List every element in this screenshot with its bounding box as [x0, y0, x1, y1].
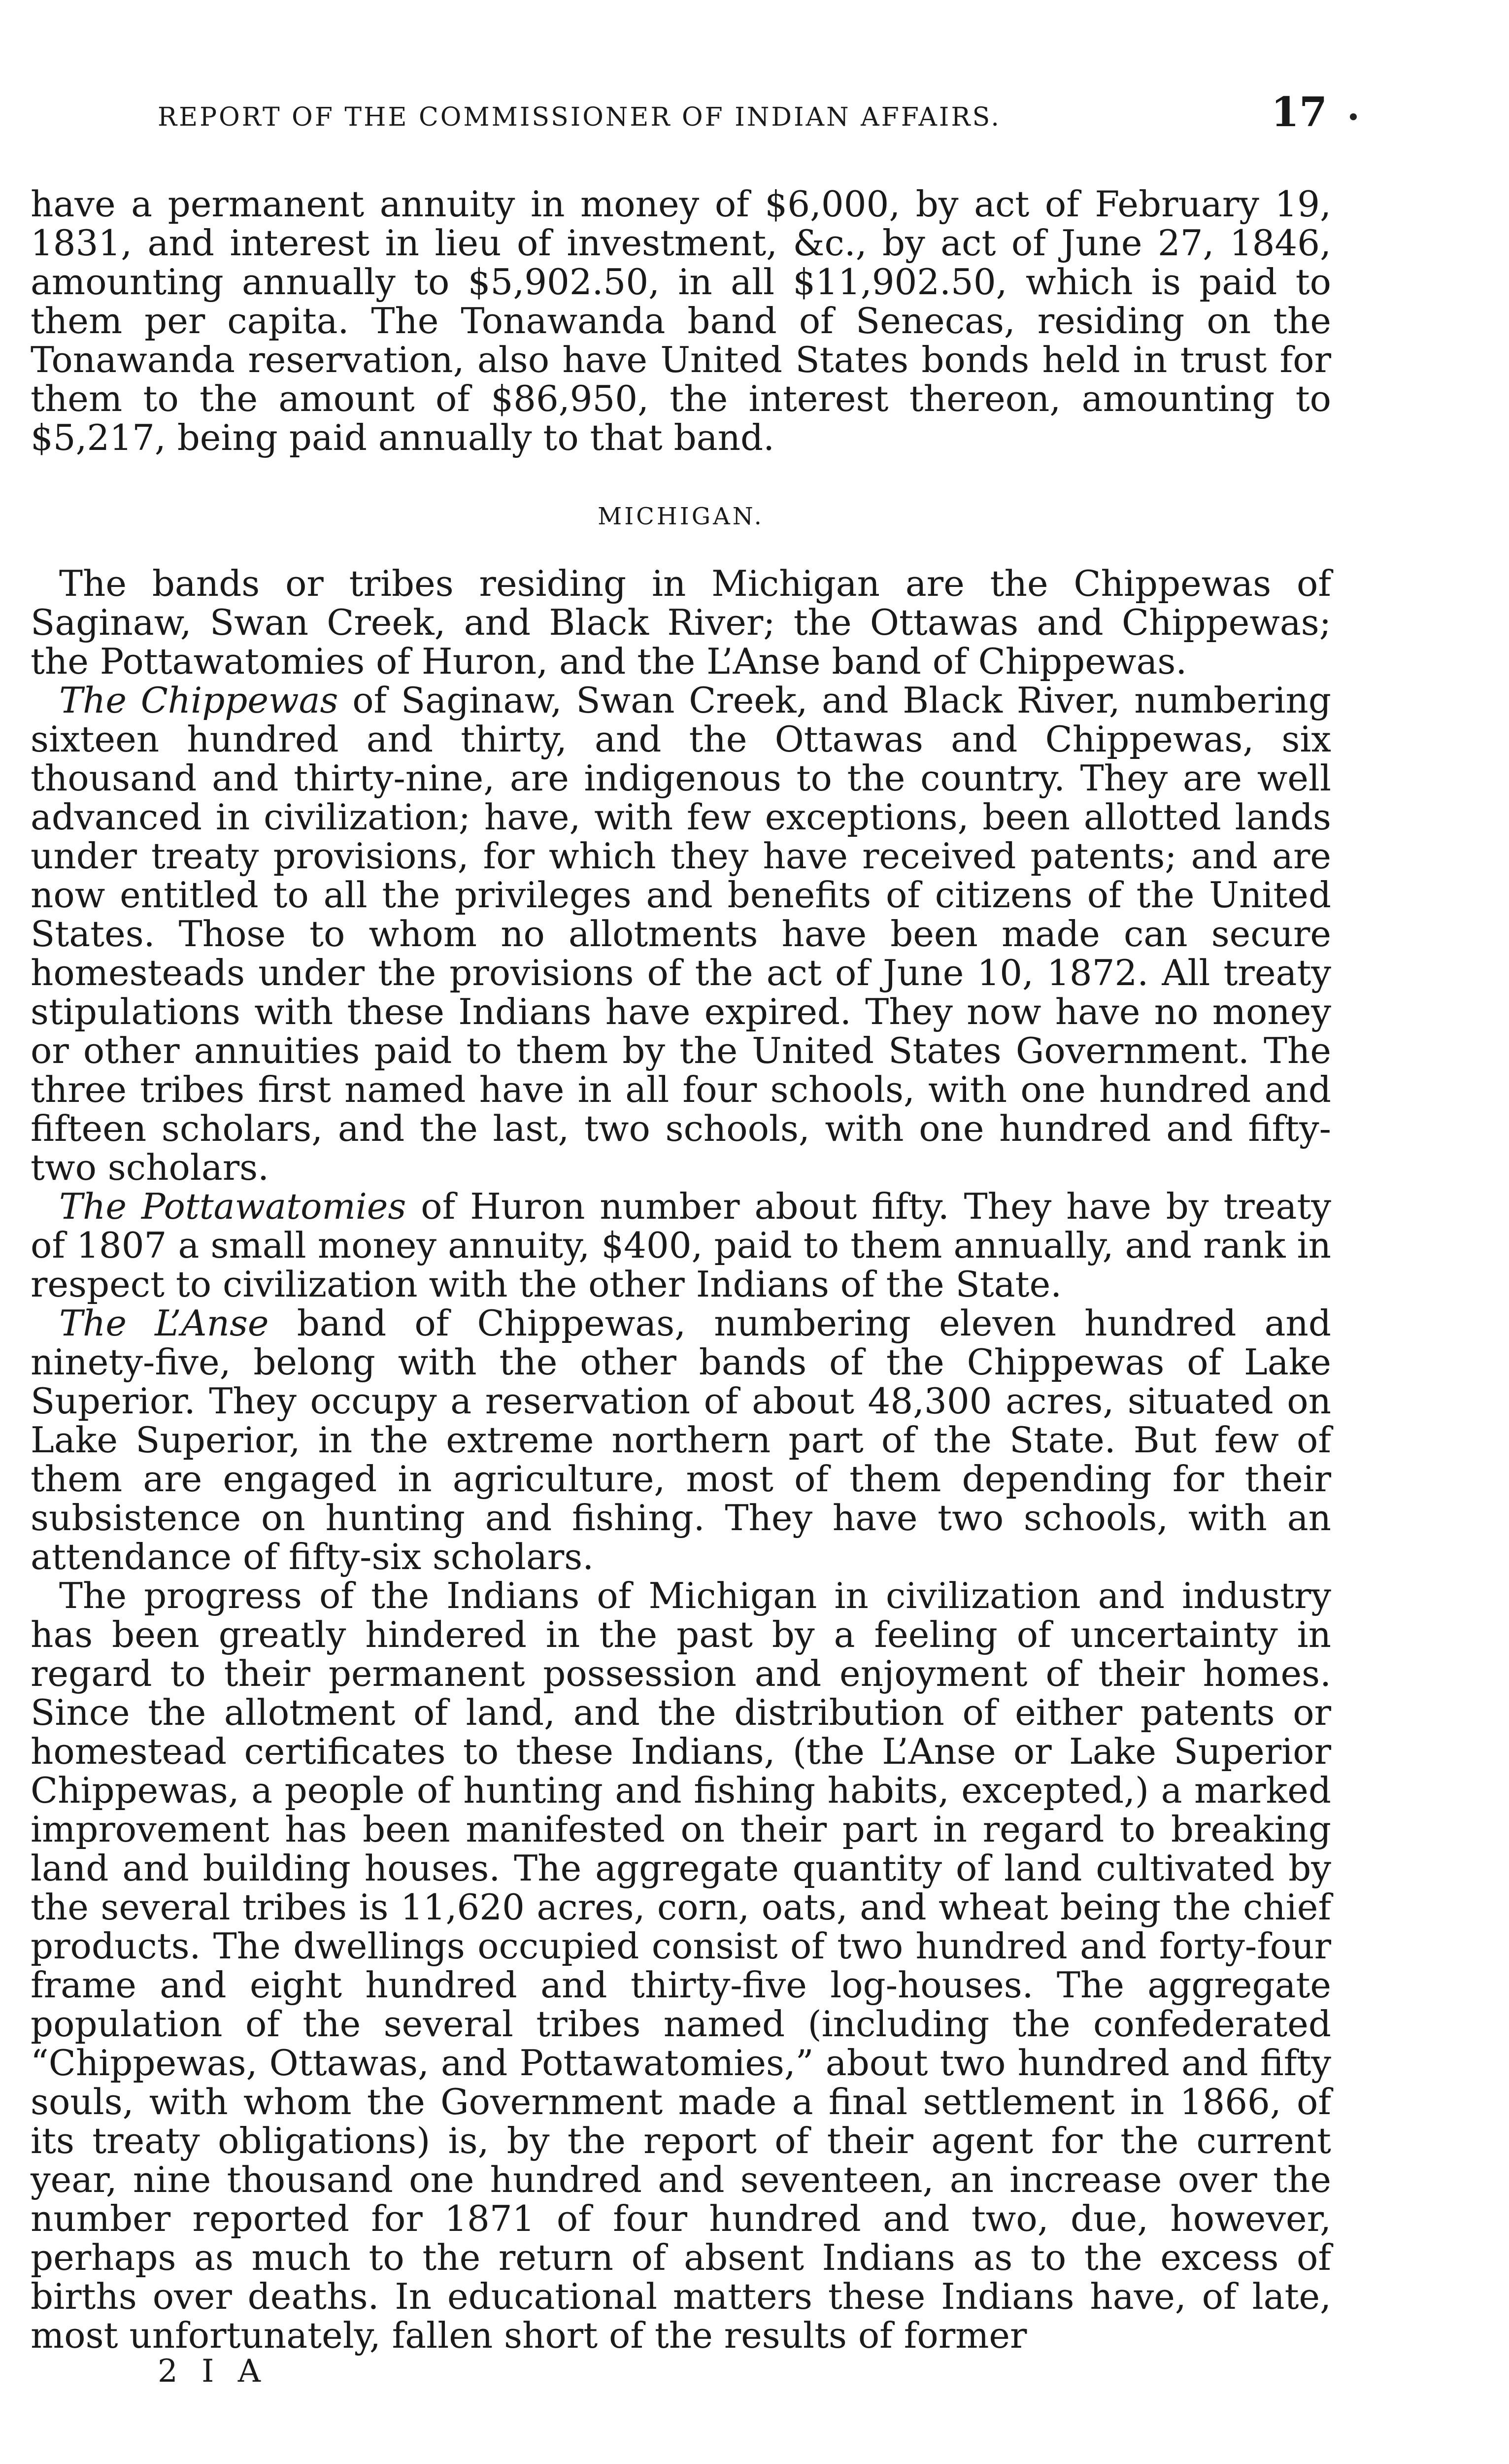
running-head: [158, 84, 1355, 158]
pottawatomies-text: of Huron number about fifty. They have by treaty of 1807 a small money annuity, $400, paid to them annually, and rank in respect to civilization with the other Indians of the State.: [31, 1186, 1331, 1305]
pottawatomies-lead: The Pottawatomies: [59, 1186, 406, 1227]
bands-paragraph: The bands or tribes residing in Michigan are the Chippewas of Saginaw, Swan Creek, and Black River; the Ottawas and Chippewas; the Pottawatomies of Huron, and the L’Anse band of Chippewas.: [31, 563, 1331, 682]
print-speck: [1350, 113, 1357, 120]
lanse-lead: The L’Anse: [59, 1302, 269, 1344]
section-heading-wrap: [31, 503, 1331, 530]
running-title: REPORT OF THE COMMISSIONER OF INDIAN AFFAIRS.: [158, 103, 1001, 132]
chippewas-paragraph: [31, 681, 1331, 1187]
chippewas-text: of Saginaw, Swan Creek, and Black River, numbering sixteen hundred and thirty, and the Ottawas and Chippewas, six thousand and thirty-nine, are indigenous to the country. They are well advanced in civilization; have, with few exceptions, been allotted lands under treaty provisions, for which they have received patents; and are now entitled to all the privileges and benefits of citizens of the United States. Those to whom no allotments have been made can secure homesteads under the provisions of the act of June 10, 1872. All treaty stipulations with these Indians have expired. They now have no money or other annuities paid to them by the United States Government. The three tribes first named have in all four schools, with one hundred and fifteen scholars, and the last, two schools, with one hundred and fifty-two scholars.: [31, 680, 1332, 1188]
lanse-paragraph: [31, 1304, 1331, 1576]
michigan-section-body: [31, 564, 1331, 2355]
progress-paragraph: The progress of the Indians of Michigan in civilization and industry has been greatly hindered in the past by a feeling of uncertainty in regard to their permanent possession and enjoyment of their homes. Since the allotment of land, and the distribution of either patents or homestead certificates to these Indians, (the L’Anse or Lake Superior Chippewas, a people of hunting and fishing habits, excepted,) a marked improvement has been manifested on their part in regard to breaking land and building houses. The aggregate quantity of land cultivated by the several tribes is 11,620 acres, corn, oats, and wheat being the chief products. The dwellings occupied consist of two hundred and forty-four frame and eight hundred and thirty-five log-houses. The aggregate population of the several tribes named (including the confederated “Chippewas, Ottawas, and Pottawatomies,” about two hundred and fifty souls, with whom the Government made a final settlement in 1866, of its treaty obligations) is, by the report of their agent for the current year, nine thousand one hundred and seventeen, an increase over the number reported for 1871 of four hundred and two, due, however, perhaps as much to the return of absent Indians as to the excess of births over deaths. In educational matters these Indians have, of late, most unfortunately, fallen short of the results of former: [31, 1575, 1331, 2356]
page-number: 17: [1271, 89, 1328, 136]
chippewas-lead: The Chippewas: [59, 680, 338, 721]
pottawatomies-paragraph: [31, 1187, 1331, 1304]
lanse-text: band of Chippewas, numbering eleven hundred and ninety-five, belong with the other bands of the Chippewas of Lake Superior. They occupy a reservation of about 48,300 acres, situated on Lake Superior, in the extreme northern part of the State. But few of them are engaged in agriculture, most of them depending for their subsistence on hunting and fishing. They have two schools, with an attendance of fifty-six scholars.: [31, 1302, 1331, 1577]
section-heading: MICHIGAN.: [598, 503, 764, 530]
continued-paragraph: have a permanent annuity in money of $6,000, by act of February 19, 1831, and interest in lieu of investment, &c., by act of June 27, 1846, amounting annually to $5,902.50, in all $11,902.50, which is paid to them per capita. The Tonawanda band of Senecas, residing on the Tonawanda reservation, also have United States bonds held in trust for them to the amount of $86,950, the interest thereon, amounting to $5,217, being paid annually to that band.: [31, 183, 1331, 458]
signature-mark: 2 I A: [158, 2353, 268, 2390]
